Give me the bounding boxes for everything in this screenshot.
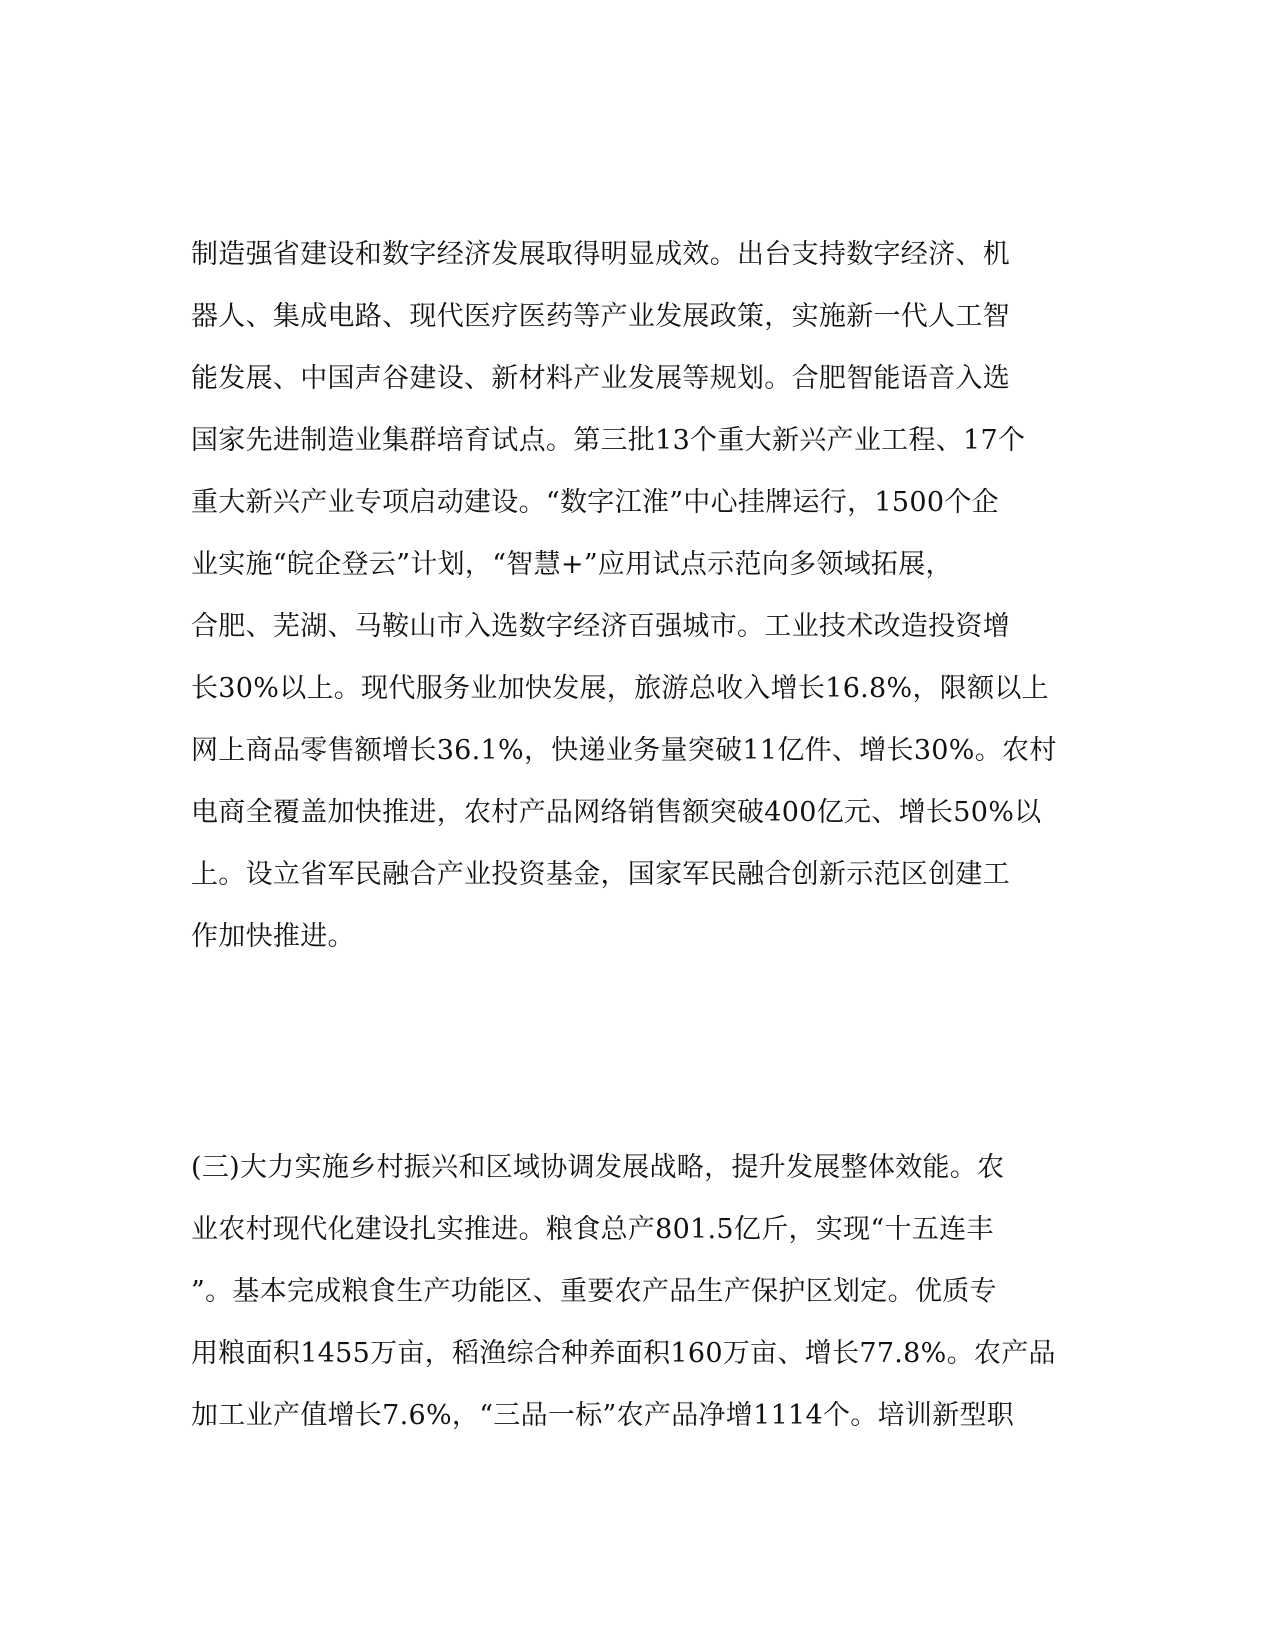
text-line: 业实施“皖企登云”计划，“智慧+”应用试点示范向多领域拓展， bbox=[191, 549, 953, 580]
text-line: 合肥、芜湖、马鞍山市入选数字经济百强城市。工业技术改造投资增 bbox=[191, 611, 1010, 642]
text-line: 制造强省建设和数字经济发展取得明显成效。出台支持数字经济、机 bbox=[191, 239, 1010, 270]
paragraph-industry-digital-economy bbox=[191, 224, 1071, 968]
text-line: 国家先进制造业集群培育试点。第三批13个重大新兴产业工程、17个 bbox=[191, 425, 1026, 456]
text-line: 能发展、中国声谷建设、新材料产业发展等规划。合肥智能语音入选 bbox=[191, 363, 1010, 394]
text-line: ”。基本完成粮食生产功能区、重要农产品生产保护区划定。优质专 bbox=[191, 1276, 997, 1307]
text-line: (三)大力实施乡村振兴和区域协调发展战略，提升发展整体效能。农 bbox=[191, 1152, 1005, 1183]
text-line: 重大新兴产业专项启动建设。“数字江淮”中心挂牌运行，1500个企 bbox=[191, 487, 999, 518]
text-line: 电商全覆盖加快推进，农村产品网络销售额突破400亿元、增长50%以 bbox=[191, 797, 1042, 828]
text-line: 器人、集成电路、现代医疗医药等产业发展政策，实施新一代人工智 bbox=[191, 301, 1010, 332]
text-line: 网上商品零售额增长36.1%，快递业务量突破11亿件、增长30%。农村 bbox=[191, 735, 1057, 766]
text-line: 上。设立省军民融合产业投资基金，国家军民融合创新示范区创建工 bbox=[191, 859, 1010, 890]
text-line: 长30%以上。现代服务业加快发展，旅游总收入增长16.8%，限额以上 bbox=[191, 673, 1049, 704]
text-line: 加工业产值增长7.6%，“三品一标”农产品净增1114个。培训新型职 bbox=[191, 1400, 1015, 1431]
text-line: 用粮面积1455万亩，稻渔综合种养面积160万亩、增长77.8%。农产品 bbox=[191, 1338, 1056, 1369]
text-line: 作加快推进。 bbox=[191, 921, 355, 952]
paragraph-rural-revitalization bbox=[191, 1137, 1071, 1447]
text-line: 业农村现代化建设扎实推进。粮食总产801.5亿斤，实现“十五连丰 bbox=[191, 1214, 994, 1245]
